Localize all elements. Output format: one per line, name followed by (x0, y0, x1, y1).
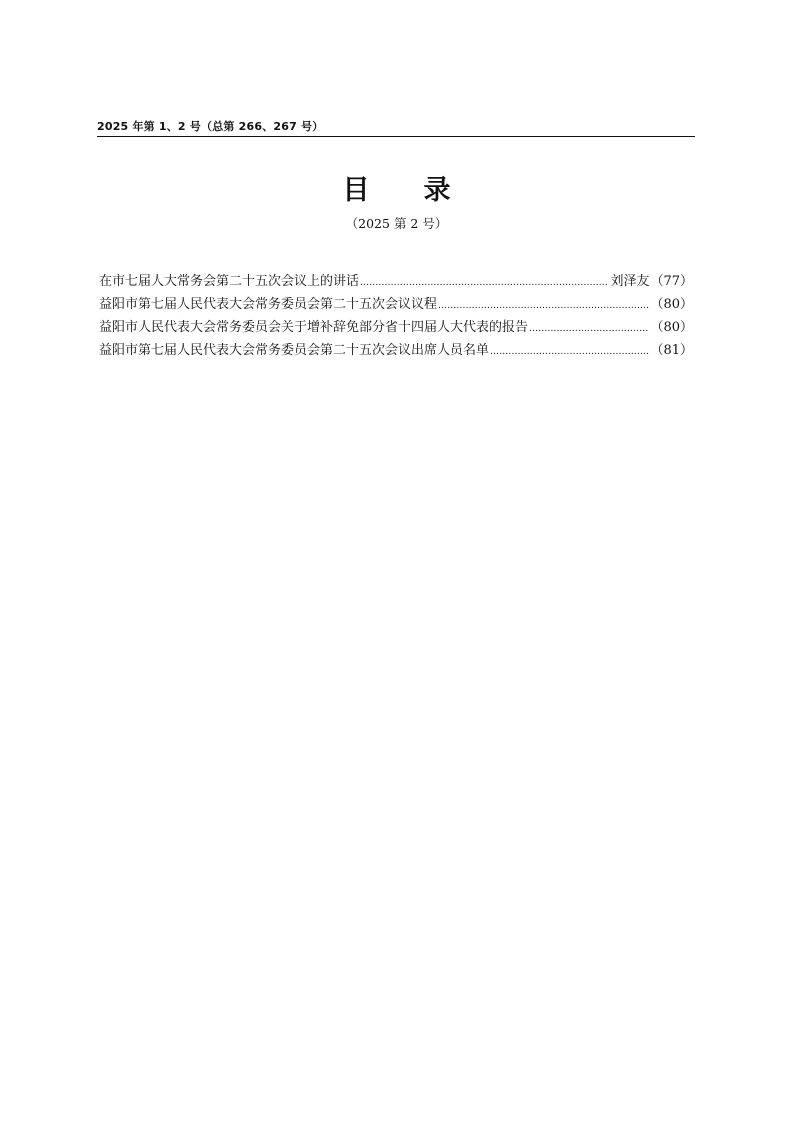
issue-number-text: 2025 年第 1、2 号（总第 266、267 号） (97, 120, 324, 133)
toc-entry-title: 益阳市第七届人民代表大会常务委员会第二十五次会议议程 (99, 297, 438, 312)
toc-entry-attendee-list[interactable] (99, 339, 693, 362)
toc-entry-speech[interactable] (99, 270, 693, 293)
title-right-character: 录 (423, 175, 451, 206)
toc-dot-leader (529, 322, 649, 336)
toc-entry-report[interactable] (99, 316, 693, 339)
issue-subtitle: （2025 第 2 号） (345, 216, 448, 231)
toc-dot-leader (490, 345, 649, 359)
toc-entry-title: 益阳市第七届人民代表大会常务委员会第二十五次会议出席人员名单 (99, 343, 490, 358)
toc-entry-page: （80） (650, 320, 693, 335)
toc-dot-leader (360, 276, 609, 290)
toc-entry-page: （81） (650, 343, 693, 358)
toc-entry-page: （80） (650, 297, 693, 312)
page-title (0, 168, 793, 207)
title-left-character: 目 (342, 175, 370, 206)
toc-entry-title: 在市七届人大常务会第二十五次会议上的讲话 (99, 274, 360, 289)
toc-entry-author: 刘泽友 (610, 274, 650, 289)
toc-dot-leader (438, 299, 649, 313)
page-header (97, 116, 695, 137)
toc-entry-page: （77） (650, 274, 693, 289)
toc-entry-agenda[interactable] (99, 293, 693, 316)
table-of-contents (99, 270, 693, 362)
toc-entry-title: 益阳市人民代表大会常务委员会关于增补辞免部分省十四届人大代表的报告 (99, 320, 529, 335)
